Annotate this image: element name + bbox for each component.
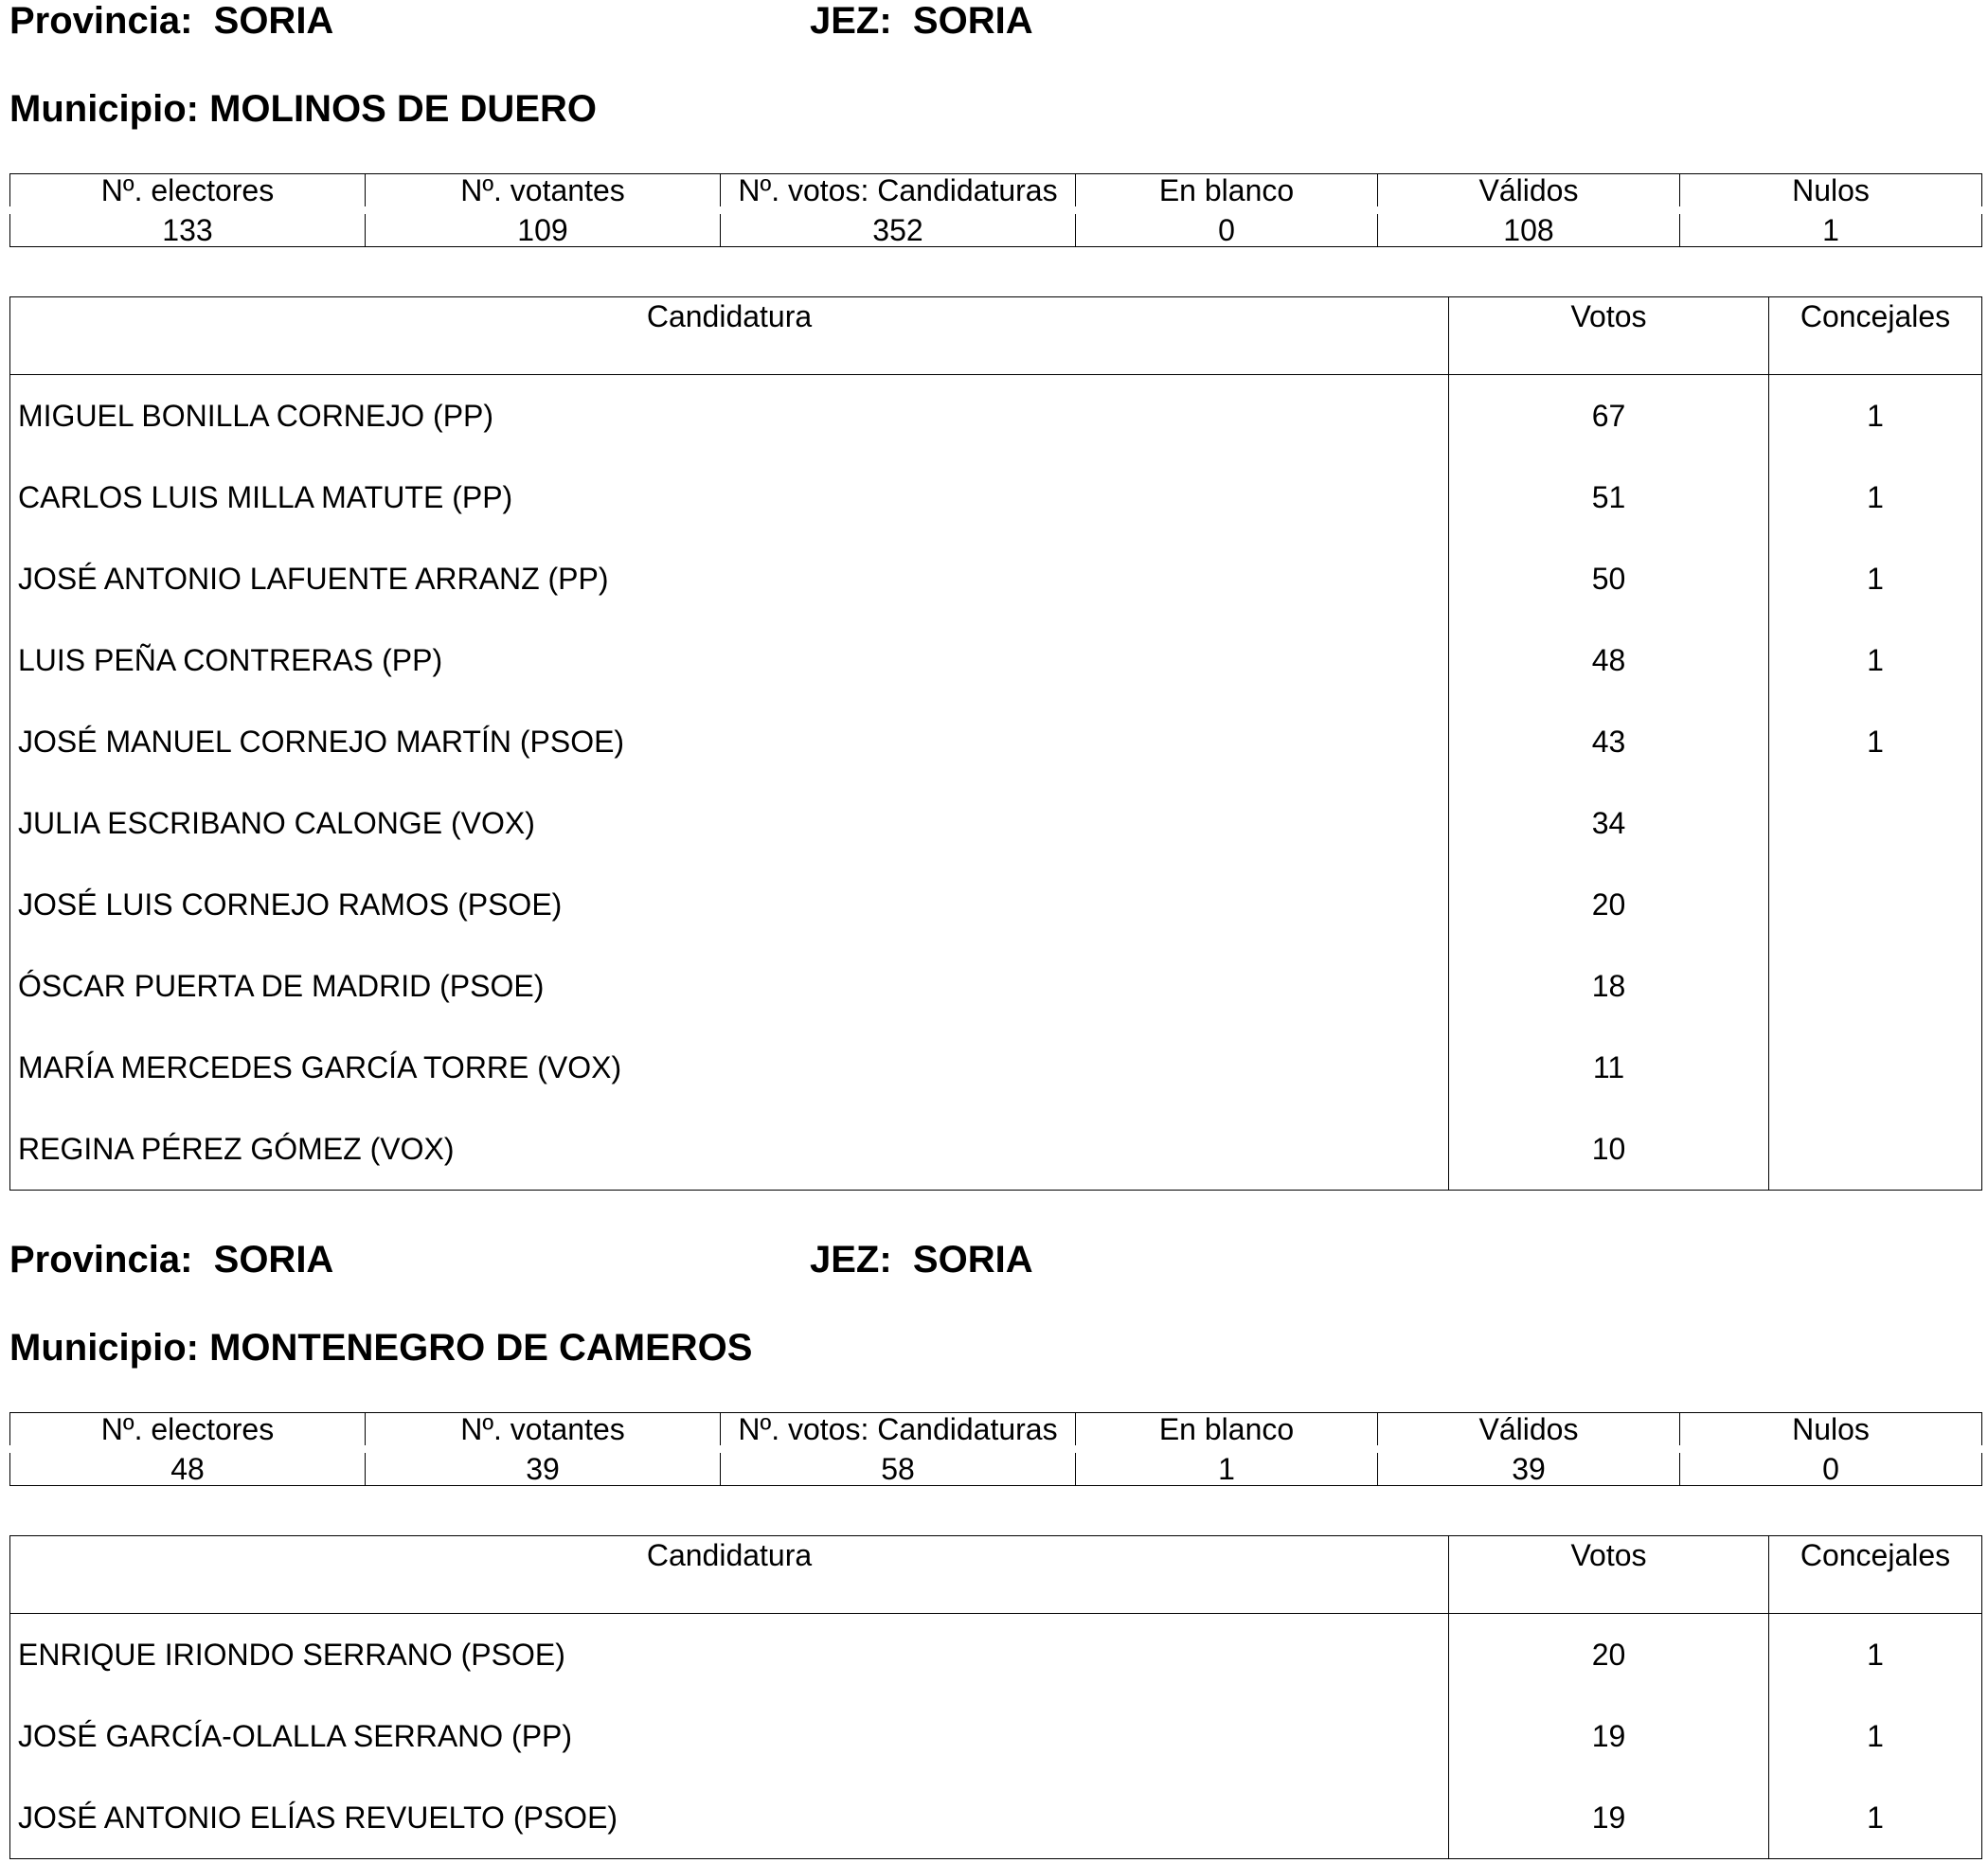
candidate-row <box>10 375 1982 457</box>
candidate-name: JOSÉ ANTONIO ELÍAS REVUELTO (PSOE) <box>10 1777 1449 1859</box>
candidate-votos: 34 <box>1449 782 1769 864</box>
header-votos: Votos <box>1449 297 1769 375</box>
candidate-concejales: 1 <box>1769 701 1982 782</box>
stat-votos-candidaturas: 58 <box>721 1449 1076 1486</box>
candidate-concejales <box>1769 945 1982 1027</box>
header-concejales: Concejales <box>1769 297 1982 375</box>
candidate-name: JOSÉ ANTONIO LAFUENTE ARRANZ (PP) <box>10 538 1449 619</box>
candidate-votos: 50 <box>1449 538 1769 619</box>
candidate-votos: 19 <box>1449 1695 1769 1777</box>
candidates-header-row <box>10 1536 1982 1614</box>
jez-value: SORIA <box>912 0 1033 42</box>
candidate-concejales <box>1769 782 1982 864</box>
stat-votantes: 39 <box>366 1449 721 1486</box>
candidate-votos: 11 <box>1449 1027 1769 1108</box>
jez-label: JEZ: SORIA <box>810 0 1033 42</box>
stat-electores: 133 <box>10 210 366 247</box>
candidate-votos: 67 <box>1449 375 1769 457</box>
provincia-label: Provincia: SORIA <box>9 0 334 42</box>
candidate-concejales <box>1769 1108 1982 1191</box>
candidate-name: ENRIQUE IRIONDO SERRANO (PSOE) <box>10 1614 1449 1696</box>
stat-header-nulos: Nulos <box>1680 174 1982 211</box>
candidate-row <box>10 457 1982 538</box>
candidate-name: JULIA ESCRIBANO CALONGE (VOX) <box>10 782 1449 864</box>
header-votos: Votos <box>1449 1536 1769 1614</box>
candidate-row <box>10 619 1982 701</box>
provincia-value: SORIA <box>213 0 334 42</box>
candidate-name: CARLOS LUIS MILLA MATUTE (PP) <box>10 457 1449 538</box>
municipio-title: Municipio: MOLINOS DE DUERO <box>9 88 597 130</box>
header-candidatura: Candidatura <box>10 297 1449 375</box>
candidates-table <box>9 1535 1982 1859</box>
municipio-title: Municipio: MONTENEGRO DE CAMEROS <box>9 1327 753 1369</box>
candidate-concejales <box>1769 864 1982 945</box>
stats-header-row <box>10 1413 1982 1450</box>
candidate-votos: 20 <box>1449 1614 1769 1696</box>
candidate-votos: 10 <box>1449 1108 1769 1191</box>
stat-header-en-blanco: En blanco <box>1076 1413 1378 1450</box>
candidate-name: LUIS PEÑA CONTRERAS (PP) <box>10 619 1449 701</box>
stats-header-row <box>10 174 1982 211</box>
candidates-table <box>9 296 1982 1191</box>
stat-header-electores: Nº. electores <box>10 1413 366 1450</box>
stat-votantes: 109 <box>366 210 721 247</box>
candidate-row <box>10 1777 1982 1859</box>
stats-value-row <box>10 210 1982 247</box>
jez-label: JEZ: SORIA <box>810 1239 1033 1281</box>
jez-value: SORIA <box>912 1239 1033 1281</box>
stat-header-validos: Válidos <box>1378 174 1680 211</box>
candidate-name: JOSÉ LUIS CORNEJO RAMOS (PSOE) <box>10 864 1449 945</box>
candidate-row <box>10 1695 1982 1777</box>
stat-header-nulos: Nulos <box>1680 1413 1982 1450</box>
municipio-value: MOLINOS DE DUERO <box>209 88 597 130</box>
candidate-votos: 20 <box>1449 864 1769 945</box>
candidate-concejales <box>1769 1027 1982 1108</box>
stat-header-votantes: Nº. votantes <box>366 174 721 211</box>
candidate-concejales: 1 <box>1769 619 1982 701</box>
stat-validos: 108 <box>1378 210 1680 247</box>
stat-nulos: 0 <box>1680 1449 1982 1486</box>
candidate-row <box>10 1027 1982 1108</box>
candidates-header-row <box>10 297 1982 375</box>
candidate-votos: 51 <box>1449 457 1769 538</box>
candidate-name: MARÍA MERCEDES GARCÍA TORRE (VOX) <box>10 1027 1449 1108</box>
candidate-name: REGINA PÉREZ GÓMEZ (VOX) <box>10 1108 1449 1191</box>
candidate-name: JOSÉ MANUEL CORNEJO MARTÍN (PSOE) <box>10 701 1449 782</box>
candidate-concejales: 1 <box>1769 457 1982 538</box>
stat-electores: 48 <box>10 1449 366 1486</box>
stat-header-votantes: Nº. votantes <box>366 1413 721 1450</box>
provincia-value: SORIA <box>213 1239 334 1281</box>
stats-value-row <box>10 1449 1982 1486</box>
stat-header-validos: Válidos <box>1378 1413 1680 1450</box>
stat-header-votos-candidaturas: Nº. votos: Candidaturas <box>721 174 1076 211</box>
candidate-name: ÓSCAR PUERTA DE MADRID (PSOE) <box>10 945 1449 1027</box>
candidate-concejales: 1 <box>1769 375 1982 457</box>
stat-en-blanco: 1 <box>1076 1449 1378 1486</box>
stat-votos-candidaturas: 352 <box>721 210 1076 247</box>
stat-nulos: 1 <box>1680 210 1982 247</box>
candidate-row <box>10 945 1982 1027</box>
candidate-votos: 19 <box>1449 1777 1769 1859</box>
stats-table <box>9 1412 1982 1486</box>
stats-table <box>9 173 1982 247</box>
stat-header-en-blanco: En blanco <box>1076 174 1378 211</box>
candidate-name: MIGUEL BONILLA CORNEJO (PP) <box>10 375 1449 457</box>
stat-validos: 39 <box>1378 1449 1680 1486</box>
candidate-row <box>10 864 1982 945</box>
stat-header-electores: Nº. electores <box>10 174 366 211</box>
municipio-value: MONTENEGRO DE CAMEROS <box>209 1327 753 1369</box>
candidate-row <box>10 701 1982 782</box>
candidate-name: JOSÉ GARCÍA-OLALLA SERRANO (PP) <box>10 1695 1449 1777</box>
candidate-row <box>10 1614 1982 1696</box>
stat-header-votos-candidaturas: Nº. votos: Candidaturas <box>721 1413 1076 1450</box>
candidate-concejales: 1 <box>1769 1777 1982 1859</box>
candidate-votos: 48 <box>1449 619 1769 701</box>
candidate-votos: 18 <box>1449 945 1769 1027</box>
stat-en-blanco: 0 <box>1076 210 1378 247</box>
header-candidatura: Candidatura <box>10 1536 1449 1614</box>
section-header <box>0 1239 1988 1296</box>
candidate-concejales: 1 <box>1769 1614 1982 1696</box>
candidate-concejales: 1 <box>1769 1695 1982 1777</box>
candidate-row <box>10 782 1982 864</box>
section-header <box>0 0 1988 57</box>
provincia-label: Provincia: SORIA <box>9 1239 334 1281</box>
candidate-concejales: 1 <box>1769 538 1982 619</box>
candidate-row <box>10 538 1982 619</box>
candidate-row <box>10 1108 1982 1191</box>
header-concejales: Concejales <box>1769 1536 1982 1614</box>
candidate-votos: 43 <box>1449 701 1769 782</box>
